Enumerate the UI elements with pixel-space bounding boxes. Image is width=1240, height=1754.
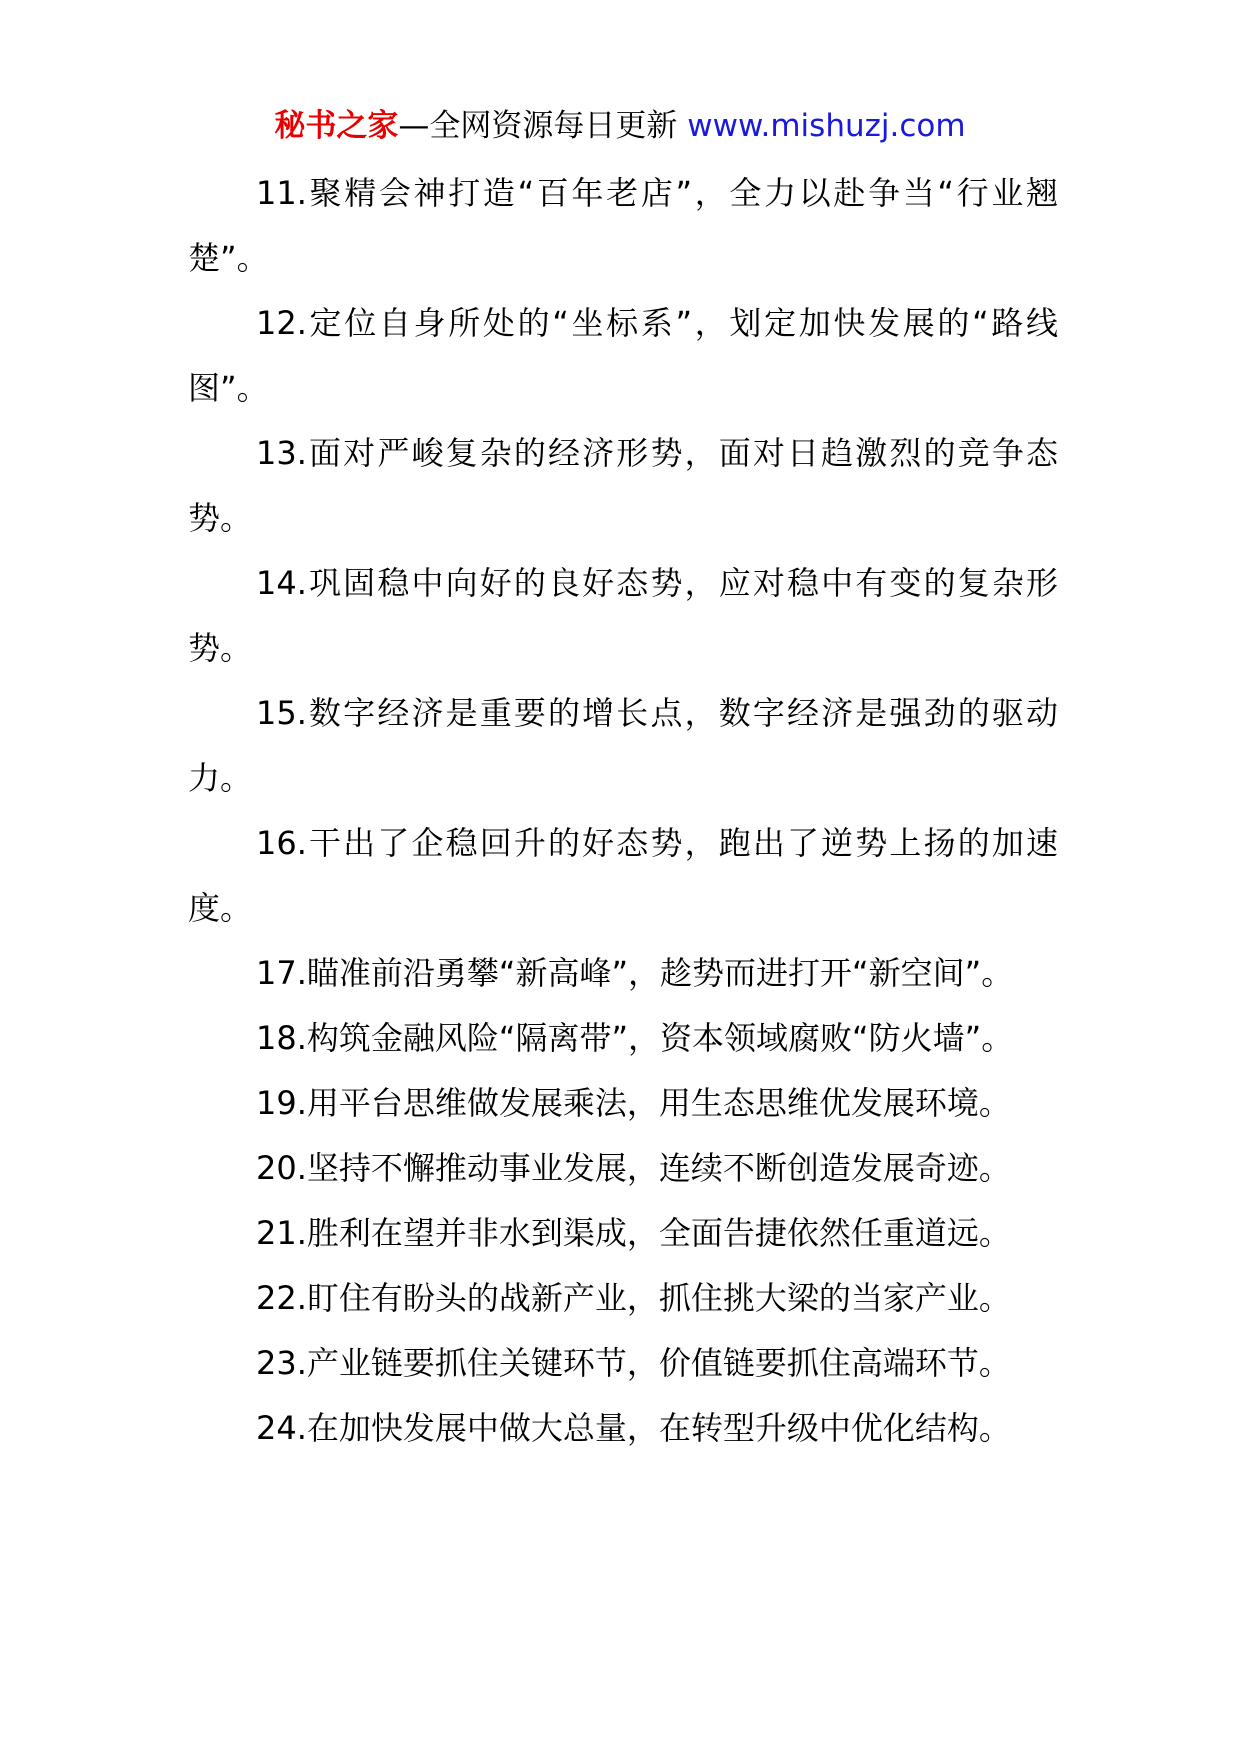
list-item: 18.构筑金融风险“隔离带”，资本领域腐败“防火墙”。 <box>256 1019 1014 1057</box>
page-header <box>0 100 1240 152</box>
document-body <box>188 161 1058 1461</box>
header-tagline: —全网资源每日更新 <box>398 108 688 144</box>
website-link[interactable]: www.mishuzj.com <box>687 108 966 144</box>
list-item: 20.坚持不懈推动事业发展，连续不断创造发展奇迹。 <box>256 1149 1011 1187</box>
list-item: 23.产业链要抓住关键环节，价值链要抓住高端环节。 <box>256 1344 1011 1382</box>
list-item: 21.胜利在望并非水到渠成，全面告捷依然任重道远。 <box>256 1214 1011 1252</box>
list-item: 16.干出了企稳回升的好态势，跑出了逆势上扬的加速度。 <box>188 824 1058 927</box>
list-item: 19.用平台思维做发展乘法，用生态思维优发展环境。 <box>256 1084 1011 1122</box>
list-item: 12.定位自身所处的“坐标系”，划定加快发展的“路线图”。 <box>188 304 1058 407</box>
list-item: 15.数字经济是重要的增长点，数字经济是强劲的驱动力。 <box>188 694 1058 797</box>
list-item: 17.瞄准前沿勇攀“新高峰”，趁势而进打开“新空间”。 <box>256 954 1014 992</box>
list-item: 11.聚精会神打造“百年老店”，全力以赴争当“行业翘楚”。 <box>188 174 1058 277</box>
list-item: 24.在加快发展中做大总量，在转型升级中优化结构。 <box>256 1409 1011 1447</box>
list-item: 14.巩固稳中向好的良好态势，应对稳中有变的复杂形势。 <box>188 564 1058 667</box>
list-item: 13.面对严峻复杂的经济形势，面对日趋激烈的竞争态势。 <box>188 434 1058 537</box>
brand-name: 秘书之家 <box>274 108 399 144</box>
list-item: 22.盯住有盼头的战新产业，抓住挑大梁的当家产业。 <box>256 1279 1011 1317</box>
